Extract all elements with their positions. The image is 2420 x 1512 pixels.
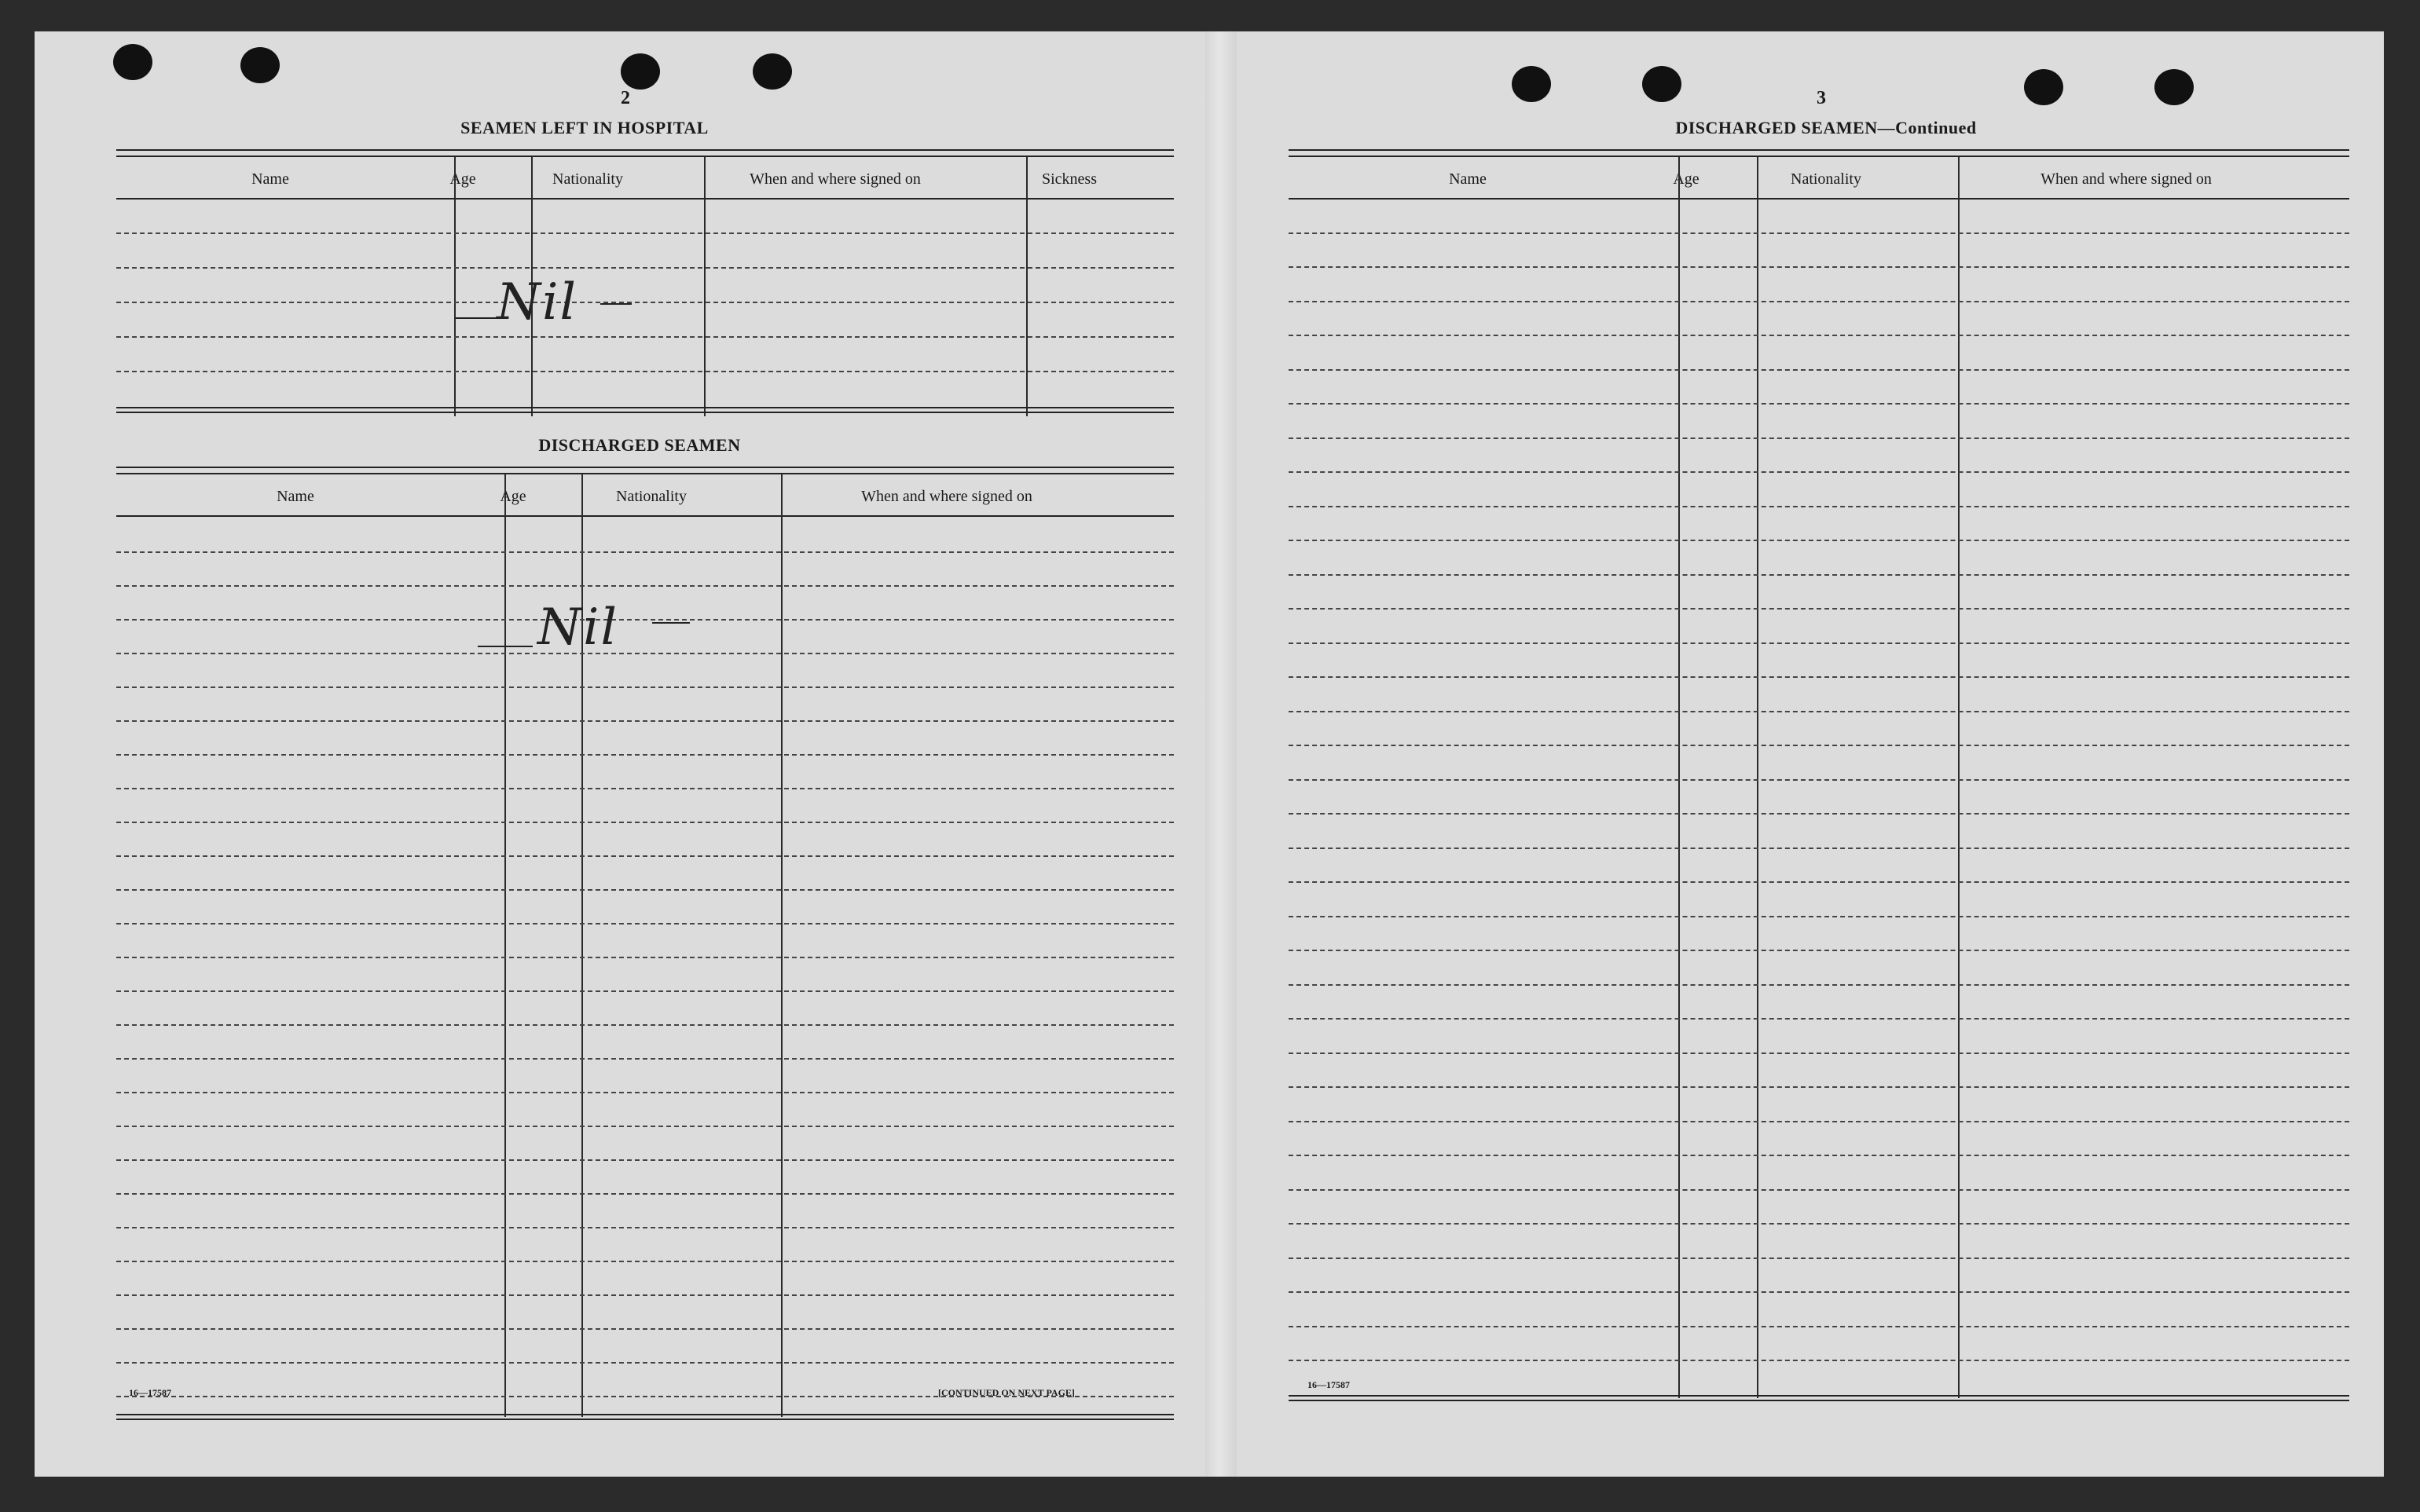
continued-note: [CONTINUED ON NEXT PAGE] — [938, 1387, 1075, 1398]
handwritten-nil-hospital: Nil — [497, 273, 578, 331]
right-section-title — [1606, 118, 2046, 138]
handwritten-nil-discharged: Nil — [537, 599, 618, 657]
punch-hole — [1642, 66, 1681, 102]
col-header-nationality: Nationality — [616, 487, 687, 505]
punch-hole — [753, 53, 792, 90]
punch-hole — [2154, 69, 2194, 105]
right-title-sub: —Continued — [1877, 118, 1977, 137]
col-header-name: Name — [1449, 170, 1487, 188]
punch-hole — [240, 47, 280, 83]
form-code-right: 16—17587 — [1307, 1379, 1350, 1390]
punch-hole — [113, 44, 152, 80]
col-header-age: Age — [500, 487, 526, 505]
col-header-signed-on: When and where signed on — [861, 487, 1032, 505]
col-header-age: Age — [1673, 170, 1700, 188]
col-header-name: Name — [277, 487, 314, 505]
col-header-nationality: Nationality — [1791, 170, 1861, 188]
col-header-sickness: Sickness — [1042, 170, 1097, 188]
hospital-table — [116, 149, 1174, 448]
col-header-age: Age — [449, 170, 476, 188]
col-header-signed-on: When and where signed on — [2040, 170, 2212, 188]
discharged-section-title: DISCHARGED SEAMEN — [538, 435, 741, 455]
col-header-name: Name — [251, 170, 289, 188]
col-header-nationality: Nationality — [552, 170, 623, 188]
form-code-left: 16—17587 — [129, 1387, 171, 1398]
right-title-main: DISCHARGED SEAMEN — [1675, 118, 1878, 137]
punch-hole — [621, 53, 660, 90]
page-fold — [1205, 31, 1237, 1477]
punch-hole — [2024, 69, 2063, 105]
document-sheet — [35, 31, 2384, 1477]
col-header-signed-on: When and where signed on — [750, 170, 921, 188]
hospital-section-title: SEAMEN LEFT IN HOSPITAL — [460, 118, 709, 137]
page-number-right: 3 — [1817, 88, 1826, 108]
punch-hole — [1512, 66, 1551, 102]
discharged-continued-table — [1289, 149, 2349, 1406]
page-number-left: 2 — [621, 88, 630, 108]
discharged-table — [116, 467, 1174, 1425]
